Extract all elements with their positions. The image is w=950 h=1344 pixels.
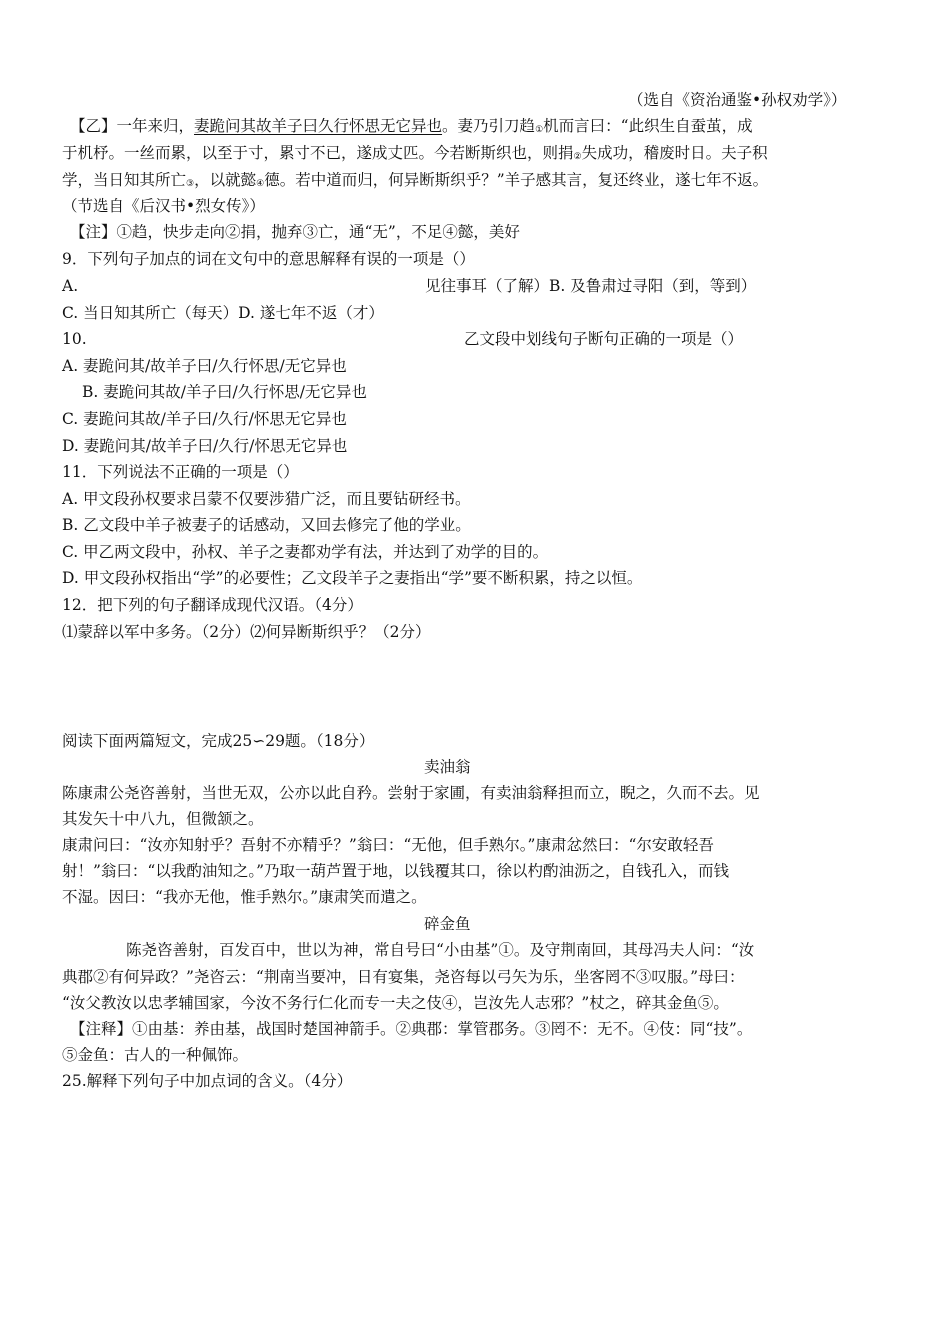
text: 机而言曰：“此织生自蚕茧，成 <box>543 117 753 135</box>
note-mark: ② <box>573 152 582 162</box>
passage-a-source: （选自《资治通鉴•孙权劝学》） <box>628 91 847 109</box>
q9-options-c-d: C. 当日知其所亡（每天）D. 遂七年不返（才） <box>62 304 384 322</box>
passage1-line-2: 其发矢十中八九，但微颔之。 <box>62 810 264 828</box>
passage1-line-4: 射！”翁曰：“以我酌油知之。”乃取一葫芦置于地，以钱覆其口，徐以杓酌油沥之，自钱孔入，而钱 <box>62 862 730 880</box>
q11-option-a: A. 甲文段孙权要求吕蒙不仅要涉猎广泛，而且要钻研经书。 <box>62 490 471 508</box>
q9-stem: 9．下列句子加点的词在文句中的意思解释有误的一项是（） <box>62 250 475 268</box>
passage2-notes-line-2: ⑤金鱼：古人的一种佩饰。 <box>62 1046 249 1064</box>
q10-option-d: D. 妻跪问其/故羊子曰/久行/怀思无它异也 <box>62 437 348 455</box>
q11-option-c: C. 甲乙两文段中，孙权、羊子之妻都劝学有法，并达到了劝学的目的。 <box>62 543 549 561</box>
passage-b-notes: 【注】①趋，快步走向②捐，抛弃③亡，通“无”，不足④懿，美好 <box>70 223 520 241</box>
note-mark: ④ <box>256 179 265 189</box>
q10-option-a: A. 妻跪问其/故羊子曰/久行怀思/无它异也 <box>62 357 347 375</box>
q10-number: 10. <box>62 330 87 348</box>
q9-options-a-b: 见往事耳（了解）B. 及鲁肃过寻阳（到，等到） <box>425 277 757 295</box>
passage2-line-2: 典郡②有何异政？”尧咨云：“荆南当要冲，日有宴集，尧咨每以弓矢为乐，坐客罔不③叹服。”母曰： <box>62 968 745 986</box>
q12-stem: 12．把下列的句子翻译成现代汉语。（4分） <box>62 596 363 614</box>
passage2-line-3: “汝父教汝以忠孝辅国家，今汝不务行仁化而专一夫之伎④，岂汝先人志邪？”杖之，碎其金鱼⑤。 <box>62 994 729 1012</box>
text: 德。若中道而归，何异断斯织乎？”羊子感其言，复还终业，遂七年不返。 <box>264 171 769 189</box>
note-mark: ① <box>535 125 544 135</box>
q10-option-c: C. 妻跪问其故/羊子曰/久行/怀思无它异也 <box>62 410 347 428</box>
q11-stem: 11．下列说法不正确的一项是（） <box>62 463 299 481</box>
underlined-sentence: 妻跪问其故羊子曰久行怀思无它异也 <box>194 117 443 135</box>
note-mark: ③ <box>186 179 195 189</box>
text: 失成功，稽废时日。夫子积 <box>581 144 768 162</box>
passage-b-line-2 <box>62 143 768 167</box>
q11-option-b: B. 乙文段中羊子被妻子的话感动，又回去修完了他的学业。 <box>62 516 471 534</box>
text: 于机杼。一丝而累，以至于寸，累寸不已，遂成丈匹。今若断斯织也，则捐 <box>62 144 574 162</box>
reading-intro: 阅读下面两篇短文，完成25∽29题。（18分） <box>62 732 375 750</box>
passage2-notes-line-1: 【注释】①由基：养由基，战国时楚国神箭手。②典郡：掌管郡务。③罔不：无不。④伎：同“技”。 <box>70 1020 753 1038</box>
passage1-line-1: 陈康肃公尧咨善射，当世无双，公亦以此自矜。尝射于家圃，有卖油翁释担而立，睨之，久而不去。见 <box>62 784 760 802</box>
text: 一年来归， <box>116 117 195 135</box>
passage1-line-3: 康肃问曰：“汝亦知射乎？吾射不亦精乎？”翁曰：“无他，但手熟尔。”康肃忿然曰：“尔安敢轻吾 <box>62 836 714 854</box>
q10-option-b: B. 妻跪问其故/羊子曰/久行怀思/无它异也 <box>82 383 367 401</box>
q25-stem: 25.解释下列句子中加点词的含义。（4分） <box>62 1072 353 1090</box>
q9-option-a-label: A. <box>62 277 79 295</box>
q12-items: ⑴蒙辞以军中多务。（2分）⑵何异断斯织乎？（2分） <box>62 623 431 641</box>
passage-title-suijinyu: 碎金鱼 <box>424 915 471 933</box>
text: ，以就懿 <box>194 171 257 189</box>
text: 。妻乃引刀趋 <box>442 117 536 135</box>
q11-option-d: D. 甲文段孙权指出“学”的必要性；乙文段羊子之妻指出“学”要不断积累，持之以恒。 <box>62 569 643 587</box>
passage2-line-1: 陈尧咨善射，百发百中，世以为神，常自号曰“小由基”①。及守荆南回，其母冯夫人问：“汝 <box>126 941 755 959</box>
passage-b-line-1 <box>70 116 753 140</box>
passage-b-tag: 【乙】 <box>70 117 117 135</box>
passage-b-source: （节选自《后汉书•烈女传》） <box>62 197 265 215</box>
text: 学，当日知其所亡 <box>62 171 187 189</box>
q10-stem: 乙文段中划线句子断句正确的一项是（） <box>464 330 744 348</box>
passage1-line-5: 不湿。因曰：“我亦无他，惟手熟尔。”康肃笑而遣之。 <box>62 888 427 906</box>
passage-b-line-3 <box>62 170 768 194</box>
passage-title-maiyouweng: 卖油翁 <box>424 758 471 776</box>
